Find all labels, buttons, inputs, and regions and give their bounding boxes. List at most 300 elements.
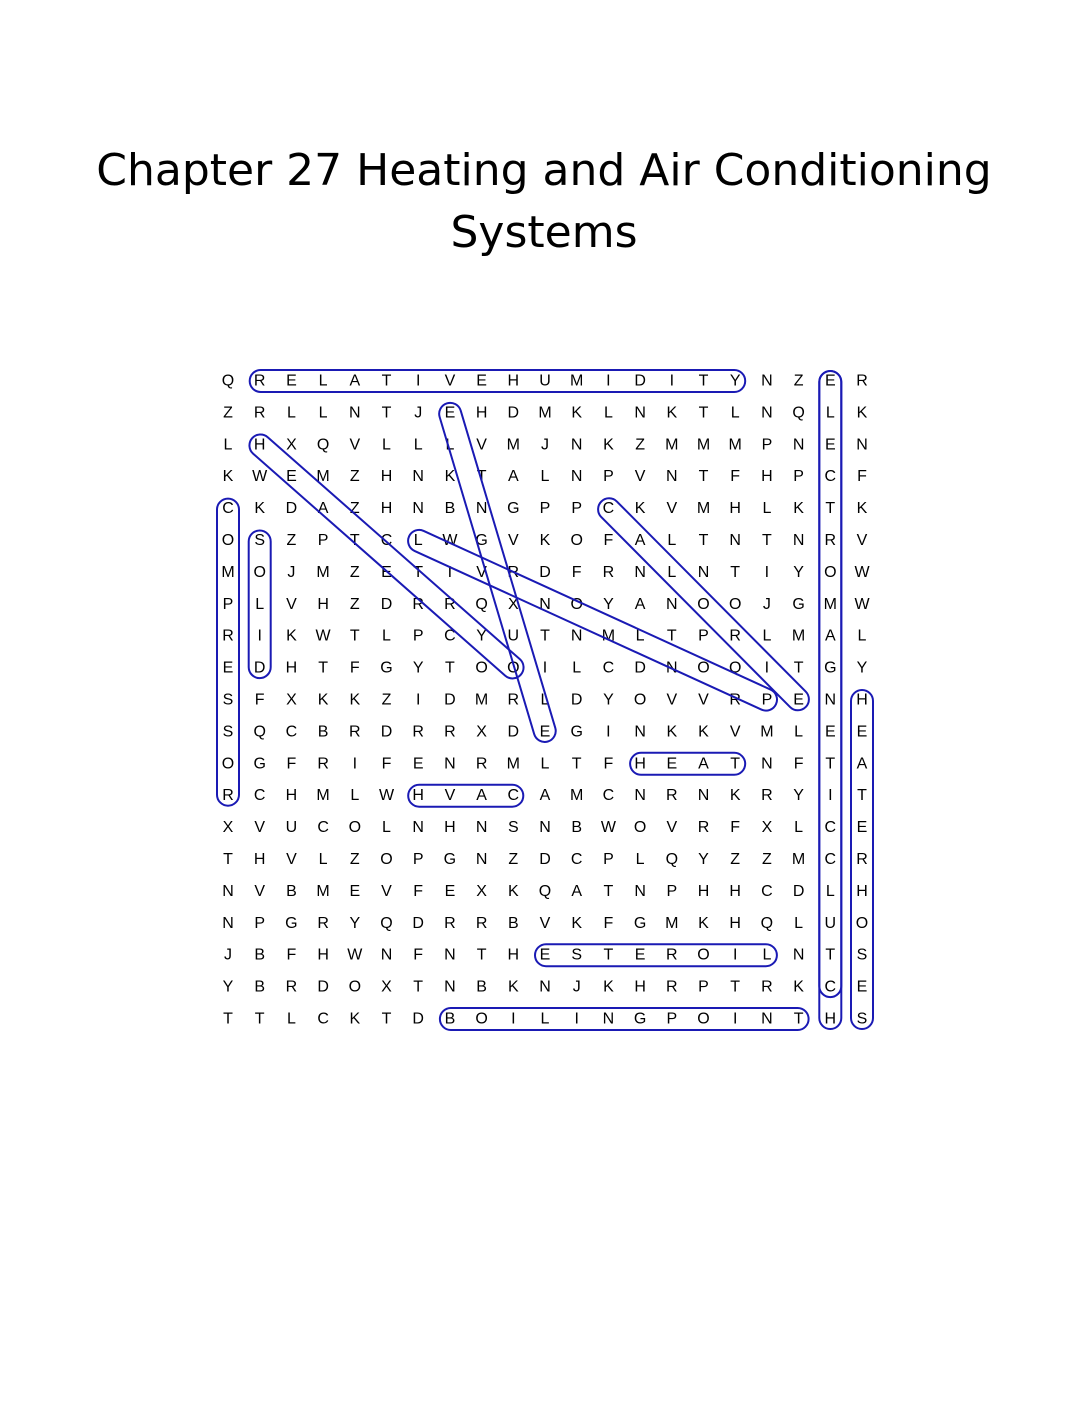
grid-letter: H [729, 914, 741, 932]
grid-letter: W [600, 819, 616, 837]
title-line-1: Chapter 27 Heating and Air Conditioning [96, 145, 992, 196]
grid-letter: A [856, 755, 868, 773]
grid-letter: N [539, 595, 551, 613]
grid-letter: K [539, 532, 551, 549]
grid-letter: R [666, 787, 678, 805]
grid-letter: L [762, 627, 772, 645]
grid-letter: Y [793, 563, 804, 581]
word-highlight [408, 785, 523, 807]
grid-letter: Z [286, 532, 297, 549]
grid-letter: B [254, 978, 266, 996]
grid-letter: X [381, 978, 392, 996]
grid-letter: L [350, 787, 360, 805]
grid-letter: D [285, 500, 298, 518]
grid-letter: L [572, 659, 582, 677]
grid-letter: L [635, 627, 645, 645]
grid-letter: L [445, 436, 455, 454]
grid-letter: P [603, 468, 614, 486]
grid-letter: D [570, 691, 583, 709]
grid-letter: T [318, 659, 328, 677]
grid-letter: T [857, 787, 867, 805]
grid-letter: N [666, 468, 678, 486]
grid-letter: R [475, 755, 488, 773]
grid-letter: K [317, 691, 329, 709]
grid-letter: T [223, 851, 233, 868]
grid-letter: K [698, 723, 709, 741]
grid-letter: F [254, 691, 265, 709]
grid-letter: I [732, 1010, 738, 1028]
grid-letter: E [824, 723, 836, 741]
grid-letter: N [602, 1010, 615, 1028]
grid-letter: T [445, 659, 455, 677]
grid-letter: P [222, 595, 234, 613]
grid-letter: Y [856, 659, 868, 677]
grid-letter: R [666, 978, 678, 996]
grid-letter: V [666, 819, 678, 837]
grid-letter: H [253, 851, 266, 868]
grid-letter: P [698, 627, 709, 645]
grid-letter: F [286, 946, 297, 964]
grid-letter: H [697, 882, 710, 900]
grid-letter: N [222, 914, 234, 932]
grid-letter: E [444, 404, 456, 422]
grid-letter: E [824, 372, 836, 390]
grid-letter: Q [475, 595, 488, 613]
grid-letter: O [697, 659, 710, 677]
grid-letter: G [792, 595, 805, 613]
grid-letter: X [286, 691, 297, 709]
grid-letter: N [792, 946, 805, 964]
grid-letter: L [667, 532, 677, 549]
grid-letter: T [349, 627, 360, 645]
grid-letter: H [507, 946, 520, 964]
grid-letter: B [254, 946, 266, 964]
grid-letter: N [761, 755, 773, 773]
grid-letter: B [444, 500, 456, 518]
grid-letter: E [476, 372, 487, 390]
grid-letter: O [475, 1010, 488, 1028]
grid-letter: N [761, 1010, 773, 1028]
grid-letter: O [824, 563, 837, 581]
grid-letter: L [762, 946, 772, 964]
grid-letter: Z [349, 595, 360, 613]
grid-letter: K [571, 404, 583, 422]
grid-letter: V [286, 595, 297, 613]
grid-letter: A [317, 500, 329, 518]
grid-letter: V [698, 691, 709, 709]
grid-letter: E [824, 436, 836, 454]
grid-letter: F [857, 468, 867, 486]
grid-letter: T [603, 946, 614, 964]
grid-letter: M [760, 723, 774, 741]
grid-letter: L [413, 532, 423, 549]
word-highlight [405, 526, 781, 714]
grid-letter: M [316, 563, 330, 581]
grid-letter: Q [380, 914, 393, 932]
grid-letter: R [507, 691, 520, 709]
grid-letter: I [415, 691, 421, 709]
grid-letter: H [317, 946, 329, 964]
grid-letter: H [285, 787, 298, 805]
grid-letter: G [633, 914, 647, 932]
grid-letter: E [793, 691, 804, 709]
grid-letter: I [415, 372, 421, 390]
title-line-2: Systems [450, 207, 638, 258]
grid-letter: I [764, 563, 770, 581]
grid-letter: R [729, 691, 741, 709]
grid-letter: O [380, 851, 393, 868]
grid-letter: E [666, 755, 678, 773]
grid-letter: M [665, 914, 679, 932]
grid-letter: N [634, 563, 646, 581]
grid-letter: L [255, 595, 265, 613]
grid-letter: R [729, 627, 741, 645]
grid-letter: L [540, 1010, 550, 1028]
grid-letter: T [254, 1010, 265, 1028]
grid-letter: P [254, 914, 266, 932]
grid-letter: K [856, 500, 868, 518]
grid-letter: N [666, 595, 678, 613]
grid-letter: Z [349, 851, 360, 868]
grid-letter: K [222, 468, 234, 486]
grid-letter: T [730, 978, 741, 996]
grid-letter: T [381, 404, 392, 422]
grid-letter: T [698, 532, 709, 549]
grid-letter: X [761, 819, 773, 837]
grid-letter: A [507, 468, 519, 486]
grid-letter: R [444, 595, 456, 613]
grid-letter: Y [729, 372, 741, 390]
grid-letter: D [380, 723, 393, 741]
grid-letter: X [476, 723, 487, 741]
grid-letter: N [412, 500, 424, 518]
grid-letter: B [317, 723, 329, 741]
grid-letter: L [413, 436, 423, 454]
word-highlight [440, 1008, 809, 1030]
grid-letter: C [380, 532, 393, 549]
grid-letter: H [380, 500, 393, 518]
grid-letter: T [730, 755, 741, 773]
grid-letter: K [666, 723, 678, 741]
grid-letter: A [571, 882, 583, 900]
grid-letter: T [793, 1010, 804, 1028]
grid-letter: S [571, 946, 583, 964]
grid-letter: M [538, 404, 552, 422]
grid-letter: R [253, 404, 266, 422]
grid-letter: G [633, 1010, 647, 1028]
grid-letter: T [381, 372, 392, 390]
grid-letter: F [571, 563, 582, 581]
grid-letter: A [539, 787, 551, 805]
grid-letter: V [729, 723, 741, 741]
grid-letter: S [222, 691, 234, 709]
grid-letter: Q [792, 404, 805, 422]
grid-letter: I [511, 1010, 516, 1028]
grid-letter: E [634, 946, 646, 964]
grid-letter: N [666, 659, 678, 677]
grid-letter: D [444, 691, 456, 709]
grid-letter: B [286, 882, 297, 900]
grid-letter: E [349, 882, 361, 900]
grid-letter: N [475, 851, 488, 868]
grid-letter: C [824, 851, 837, 868]
grid-letter: T [698, 404, 709, 422]
grid-letter: C [444, 627, 456, 645]
grid-letter: R [444, 914, 456, 932]
grid-letter: P [761, 691, 773, 709]
grid-letter: L [540, 691, 550, 709]
grid-letter: M [696, 436, 711, 454]
grid-letter: P [666, 1010, 678, 1028]
grid-letter: Q [253, 723, 266, 741]
grid-letter: R [412, 723, 424, 741]
grid-letter: L [857, 627, 867, 645]
grid-letter: K [603, 978, 614, 996]
grid-letter: T [825, 946, 836, 964]
grid-letter: R [349, 723, 361, 741]
grid-letter: N [539, 819, 551, 837]
grid-letter: M [791, 627, 806, 645]
grid-letter: W [347, 946, 363, 964]
grid-letter: Q [665, 851, 679, 868]
grid-letter: K [793, 978, 804, 996]
grid-letter: C [222, 500, 234, 518]
grid-letter: M [316, 882, 330, 900]
grid-letter: H [253, 436, 266, 454]
grid-letter: A [698, 755, 709, 773]
grid-letter: H [444, 819, 456, 837]
grid-letter: O [507, 659, 520, 677]
grid-letter: S [856, 946, 868, 964]
grid-letter: N [570, 468, 583, 486]
grid-letter: V [634, 468, 646, 486]
grid-letter: V [254, 882, 266, 900]
grid-letter: Y [222, 978, 234, 996]
grid-letter: T [540, 627, 550, 645]
grid-letter: R [666, 946, 678, 964]
grid-letter: C [602, 787, 615, 805]
grid-letter: F [349, 659, 360, 677]
grid-letter: G [570, 723, 583, 741]
grid-letter: J [572, 978, 581, 996]
grid-letter: D [507, 723, 520, 741]
grid-letter: T [413, 978, 424, 996]
grid-letter: H [412, 787, 424, 805]
grid-letter: M [474, 691, 489, 709]
grid-letter: B [476, 978, 487, 996]
grid-letter: P [603, 851, 614, 868]
grid-letter: T [698, 468, 709, 486]
grid-letter: L [794, 914, 804, 932]
grid-letter: C [824, 978, 837, 996]
grid-letter: Z [635, 436, 645, 454]
grid-letter: G [285, 914, 298, 932]
grid-letter: J [414, 404, 423, 422]
grid-letter: I [447, 563, 453, 581]
grid-letter: Q [221, 372, 235, 390]
grid-letter: C [602, 500, 615, 518]
word-highlight [819, 371, 841, 997]
grid-letter: V [476, 563, 487, 581]
grid-letter: A [349, 372, 361, 390]
grid-letter: W [442, 532, 458, 549]
grid-letter: G [824, 659, 837, 677]
grid-letter: B [444, 1010, 456, 1028]
grid-letter: X [507, 595, 519, 613]
grid-letter: J [762, 595, 771, 613]
grid-letter: I [606, 372, 611, 390]
grid-letter: U [507, 627, 520, 645]
grid-letter: S [254, 532, 266, 549]
grid-letter: V [286, 851, 297, 868]
grid-letter: H [729, 882, 741, 900]
grid-letter: Z [730, 851, 741, 868]
grid-letter: C [761, 882, 773, 900]
grid-letter: R [412, 595, 424, 613]
grid-letter: T [476, 468, 487, 486]
grid-letter: O [697, 946, 710, 964]
grid-letter: M [728, 436, 742, 454]
grid-letter: W [252, 468, 268, 486]
grid-letter: H [634, 755, 646, 773]
grid-letter: H [475, 404, 488, 422]
grid-letter: G [475, 532, 488, 549]
grid-letter: N [634, 723, 646, 741]
grid-letter: F [793, 755, 804, 773]
grid-letter: Q [316, 436, 330, 454]
grid-letter: L [540, 468, 550, 486]
grid-letter: E [856, 819, 868, 837]
grid-letter: O [855, 914, 869, 932]
grid-letter: E [222, 659, 234, 677]
grid-letter: M [823, 595, 837, 613]
grid-letter: H [285, 659, 298, 677]
grid-letter: O [728, 595, 742, 613]
grid-letter: P [412, 851, 424, 868]
grid-letter: C [507, 787, 520, 805]
grid-letter: H [761, 468, 773, 486]
grid-letter: O [633, 819, 647, 837]
grid-letter: E [539, 723, 551, 741]
grid-letter: Q [538, 882, 552, 900]
grid-letter: G [507, 500, 520, 518]
grid-letter: O [221, 755, 235, 773]
grid-letter: R [602, 563, 615, 581]
grid-letter: O [253, 563, 266, 581]
grid-letter: A [476, 787, 487, 805]
grid-letter: I [828, 787, 833, 805]
grid-letter: G [253, 755, 266, 773]
grid-letter: N [634, 882, 646, 900]
grid-letter: L [318, 851, 328, 868]
grid-letter: P [698, 978, 709, 996]
grid-letter: O [697, 1010, 710, 1028]
grid-letter: R [475, 914, 488, 932]
grid-letter: T [762, 532, 772, 549]
grid-letter: O [475, 659, 488, 677]
grid-letter: K [634, 500, 646, 518]
grid-letter: C [570, 851, 583, 868]
grid-letter: S [222, 723, 234, 741]
grid-letter: N [444, 978, 456, 996]
grid-letter: L [825, 882, 835, 900]
grid-letter: D [539, 563, 551, 581]
grid-letter: E [856, 723, 868, 741]
grid-letter: C [317, 819, 329, 837]
grid-letter: R [824, 532, 837, 549]
grid-letter: N [412, 468, 424, 486]
grid-letter: K [254, 500, 266, 518]
grid-letter: F [603, 914, 614, 932]
grid-letter: I [732, 946, 738, 964]
grid-letter: I [606, 723, 611, 741]
grid-letter: M [316, 787, 330, 805]
grid-letter: F [286, 755, 297, 773]
grid-letter: X [476, 882, 487, 900]
grid-letter: L [286, 1010, 296, 1028]
grid-letter: O [348, 819, 362, 837]
grid-letter: N [570, 436, 583, 454]
grid-letter: T [381, 1010, 392, 1028]
grid-letter: T [603, 882, 614, 900]
grid-letter: P [539, 500, 551, 518]
letter-layer [221, 373, 870, 1028]
grid-letter: V [381, 882, 392, 900]
grid-letter: C [285, 723, 298, 741]
grid-letter: T [349, 532, 360, 549]
grid-letter: F [730, 468, 741, 486]
grid-letter: N [412, 819, 424, 837]
grid-letter: R [285, 978, 298, 996]
grid-letter: N [761, 372, 773, 390]
grid-letter: D [539, 851, 551, 868]
grid-letter: K [729, 787, 741, 805]
grid-letter: D [792, 882, 805, 900]
grid-letter: A [824, 627, 836, 645]
grid-letter: K [571, 914, 583, 932]
grid-letter: Y [349, 914, 361, 932]
grid-letter: N [222, 882, 234, 900]
grid-letter: M [791, 851, 806, 868]
grid-letter: V [539, 914, 551, 932]
grid-letter: D [380, 595, 393, 613]
grid-letter: E [412, 755, 424, 773]
grid-letter: M [601, 627, 616, 645]
grid-letter: U [824, 914, 837, 932]
grid-letter: Y [698, 851, 709, 868]
grid-letter: R [697, 819, 710, 837]
grid-letter: V [476, 436, 487, 454]
grid-letter: J [224, 946, 232, 964]
grid-letter: V [349, 436, 361, 454]
grid-letter: Z [793, 372, 804, 390]
grid-letter: P [317, 532, 329, 549]
grid-letter: W [378, 787, 395, 805]
grid-letter: H [380, 468, 393, 486]
grid-letter: L [794, 819, 804, 837]
grid-letter: N [475, 500, 488, 518]
grid-letter: O [221, 532, 235, 549]
grid-letter: L [603, 404, 613, 422]
grid-letter: Z [508, 851, 519, 868]
grid-letter: K [349, 691, 361, 709]
grid-letter: D [253, 659, 266, 677]
grid-letter: V [666, 691, 678, 709]
grid-letter: T [825, 500, 836, 518]
grid-letter: O [570, 532, 583, 549]
grid-letter: D [412, 914, 424, 932]
grid-letter: T [223, 1010, 233, 1028]
